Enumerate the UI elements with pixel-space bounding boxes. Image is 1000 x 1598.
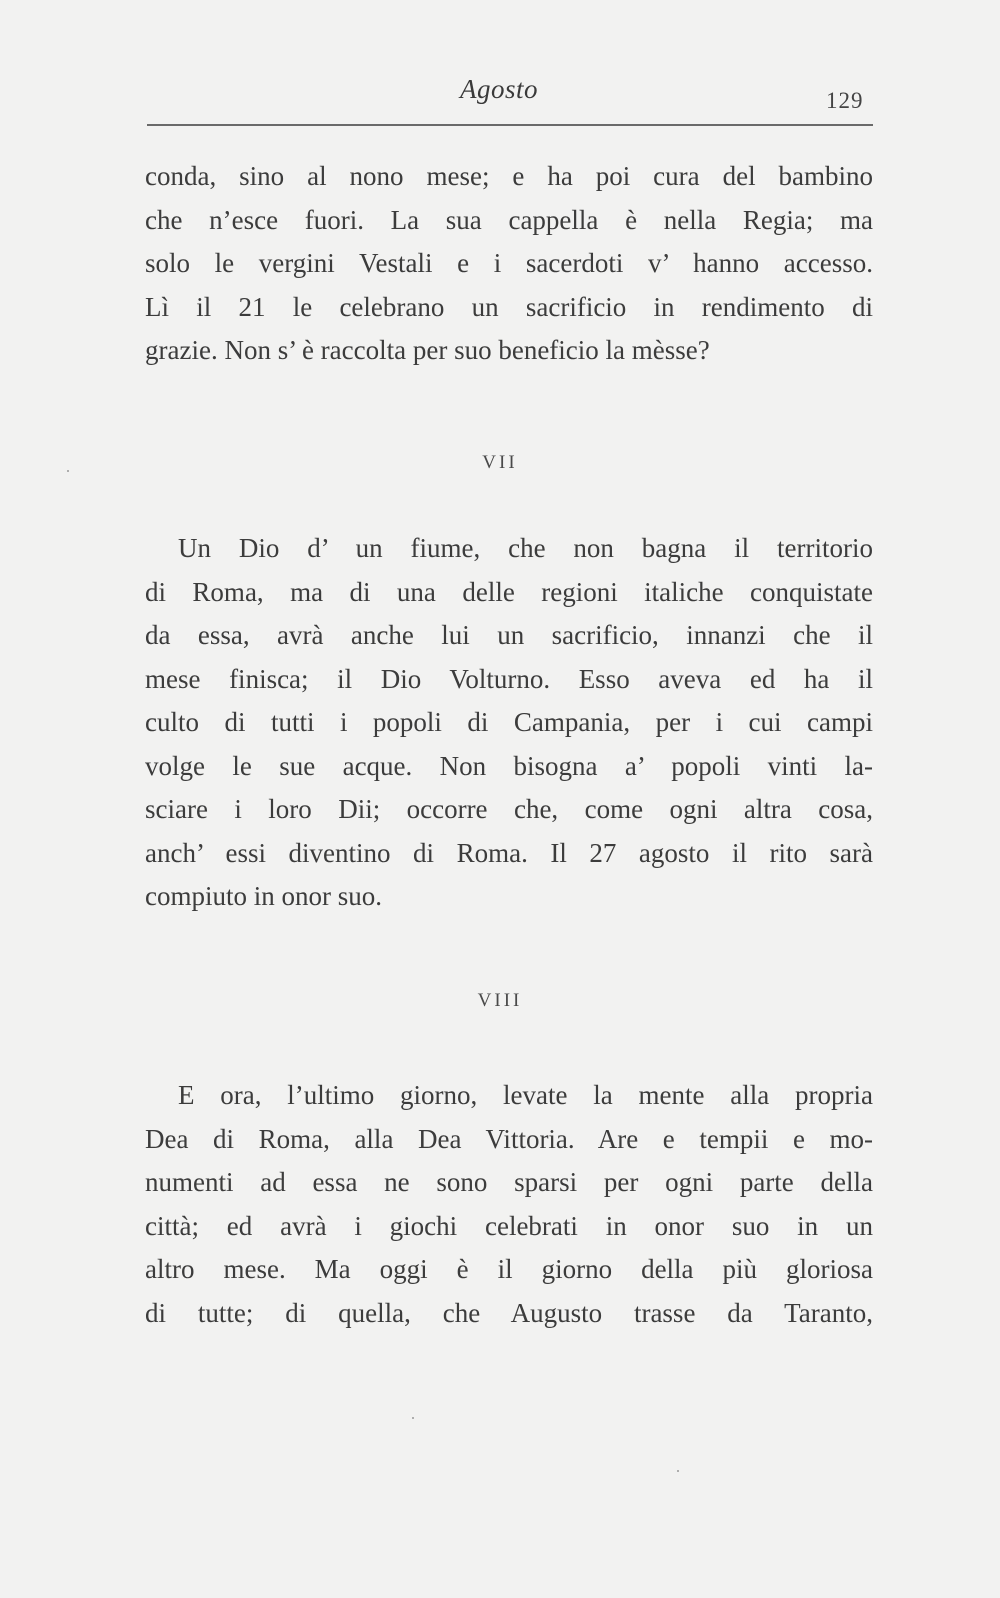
- paragraph-section-viii: [145, 1074, 873, 1335]
- page-number: 129: [826, 88, 864, 113]
- text-line: Un Dio d’ un fiume, che non bagna il territorio: [178, 533, 873, 563]
- text-line: anch’ essi diventino di Roma. Il 27 agosto il rito sarà: [145, 837, 873, 868]
- text-line: solo le vergini Vestali e i sacerdoti v’ hanno accesso.: [145, 248, 873, 278]
- text-line: compiuto in onor suo.: [145, 881, 382, 911]
- paragraph-continuation: [145, 155, 873, 373]
- text-line: grazie. Non s’ è raccolta per suo beneficio la mèsse?: [145, 335, 710, 365]
- text-line: di tutte; di quella, che Augusto trasse da Taranto,: [145, 1297, 873, 1328]
- header-rule: [147, 124, 873, 126]
- text-line: da essa, avrà anche lui un sacrificio, innanzi che il: [145, 620, 873, 650]
- text-line: conda, sino al nono mese; e ha poi cura del bambino: [145, 161, 873, 191]
- running-title: Agosto: [460, 74, 539, 104]
- text-line: città; ed avrà i giochi celebrati in onor suo in un: [145, 1210, 873, 1241]
- paragraph-section-vii: [145, 527, 873, 919]
- text-line: volge le sue acque. Non bisogna a’ popoli vinti la-: [145, 750, 873, 781]
- text-line: culto di tutti i popoli di Campania, per i cui campi: [145, 707, 873, 737]
- paper-speck: [67, 470, 69, 472]
- text-line: di Roma, ma di una delle regioni italiche conquistate: [145, 576, 873, 607]
- text-line: Dea di Roma, alla Dea Vittoria. Are e tempii e mo-: [145, 1123, 873, 1154]
- text-line: mese finisca; il Dio Volturno. Esso aveva ed ha il: [145, 663, 873, 694]
- text-line: numenti ad essa ne sono sparsi per ogni parte della: [145, 1167, 873, 1197]
- paper-speck: [412, 1417, 414, 1419]
- paper-speck: [677, 1470, 679, 1472]
- text-line: che n’esce fuori. La sua cappella è nella Regia; ma: [145, 204, 873, 235]
- text-line: E ora, l’ultimo giorno, levate la mente alla propria: [178, 1080, 873, 1110]
- section-number-vii: VII: [482, 452, 518, 473]
- text-line: sciare i loro Dii; occorre che, come ogni altra cosa,: [145, 794, 873, 824]
- section-number-viii: VIII: [477, 990, 523, 1011]
- text-line: Lì il 21 le celebrano un sacrificio in rendimento di: [145, 291, 873, 322]
- text-line: altro mese. Ma oggi è il giorno della più gloriosa: [145, 1254, 873, 1284]
